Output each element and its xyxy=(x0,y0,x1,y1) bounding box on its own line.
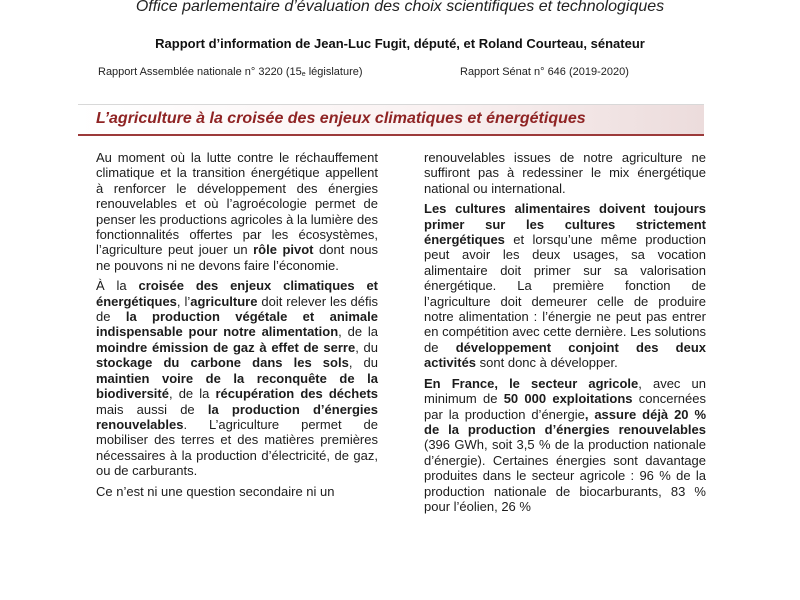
section-banner xyxy=(78,104,704,136)
office-title: Office parlementaire d’évaluation des choix scientifiques et technologiques xyxy=(135,0,665,15)
senat-reference: Rapport Sénat n° 646 (2019-2020) xyxy=(460,66,629,78)
right-paragraph-3: En France, le secteur agricole, avec un minimum de 50 000 exploitations concernées par la production d’énergie, assure déjà 20 % de la production d’énergies renouvelables (396 GWh, soit 3,5 % de la production nationale d’énergie). Certaines énergies sont davantage produites dans le secteur agricole : 96 % de la production nationale de biocarburants, 83 % pour l’éolien, 26 % xyxy=(424,375,707,514)
report-authors: Rapport d’information de Jean-Luc Fugit, député, et Roland Courteau, sénateur xyxy=(155,36,645,51)
assemblee-reference: Rapport Assemblée nationale n° 3220 ($15_e$ législature) xyxy=(98,66,363,78)
right-column xyxy=(424,150,706,519)
left-paragraph-3: Ce n’est ni une question secondaire ni un xyxy=(96,483,335,499)
right-paragraph-1: renouvelables issues de notre agriculture ne suffiront pas à redessiner le mix énergétique national ou international. xyxy=(424,150,706,196)
left-paragraph-1: Au moment où la lutte contre le réchauffement climatique et la transition énergétique appellent à renforcer le développement des énergies renouvelables et où l’agroécologie permet de penser les productions agricoles à la lumière des fonctionnalités offertes par les écosystèmes, l’agriculture peut jouer un rôle pivot dont nous ne pouvons ni ne devons faire l’économie. xyxy=(96,150,378,273)
left-paragraph-2: À la croisée des enjeux climatiques et énergétiques, l’agriculture doit relever les défis de la production végétale et animale indispensable pour notre alimentation, de la moindre émission de gaz à effet de serre, du stockage du carbone dans les sols, du maintien voire de la reconquête de la biodiversité, de la récupération des déchets mais aussi de la production d’énergies renouvelables. L’agriculture permet de mobiliser des terres et des matières premières nécessaires à la production d’électricité, de gaz, ou de carburants. xyxy=(96,278,379,479)
section-title: L’agriculture à la croisée des enjeux climatiques et énergétiques xyxy=(96,110,586,127)
right-paragraph-2: Les cultures alimentaires doivent toujours primer sur les cultures strictement énergétiques et lorsqu’une même production peut avoir les deux usages, sa vocation alimentaire doit primer sur sa valorisation énergétique. La première fonction de l’agriculture doit demeurer celle de produire notre alimentation : l’énergie ne peut pas entrer en compétition avec cette dernière. Les solutions de développement conjoint des deux activités sont donc à développer. xyxy=(424,201,706,371)
left-column xyxy=(96,150,378,504)
